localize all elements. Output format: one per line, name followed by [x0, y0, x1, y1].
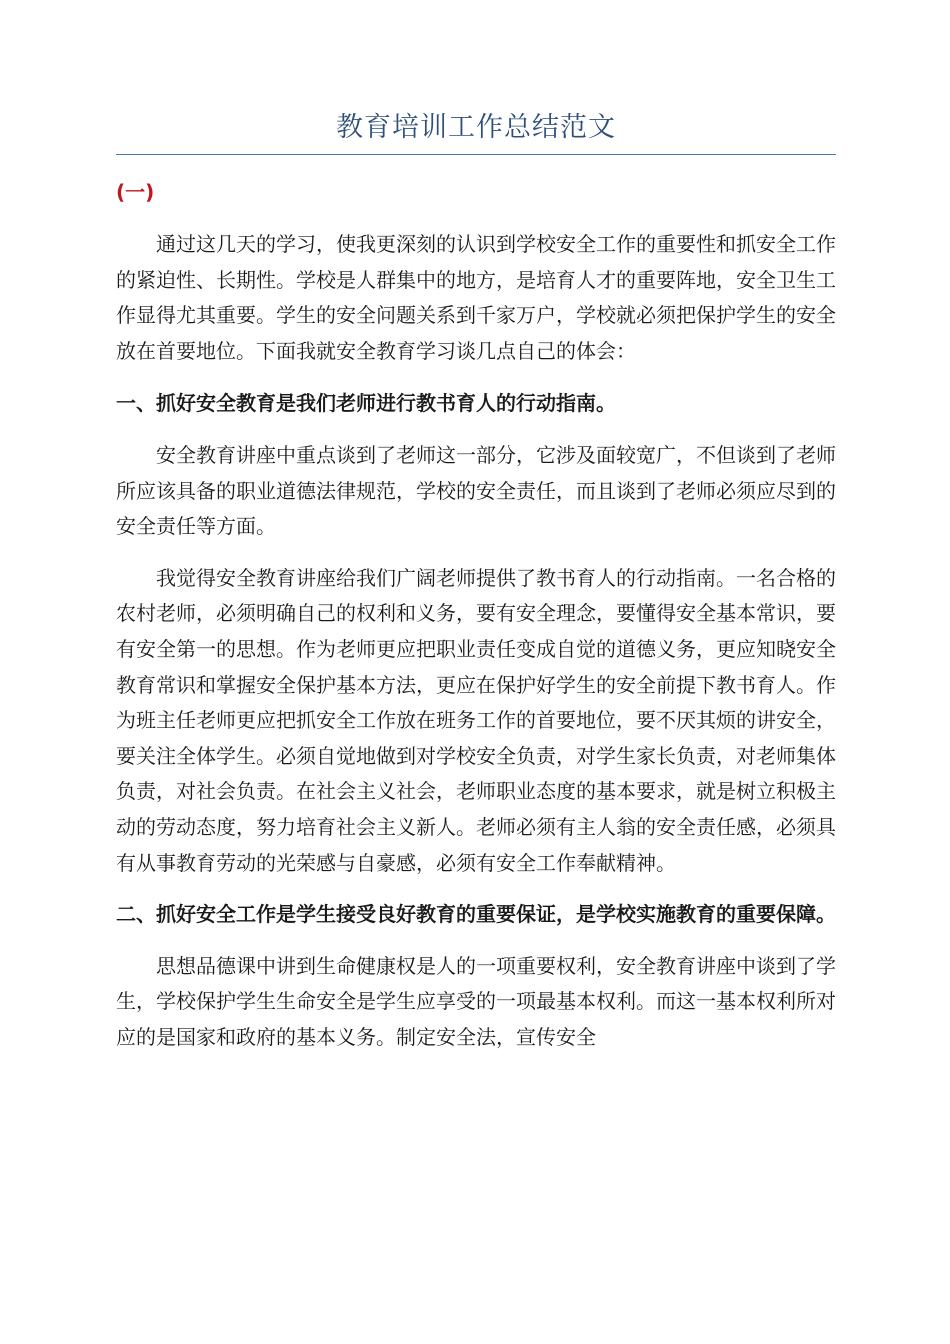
title-divider: [116, 154, 836, 155]
document-page: [116, 108, 836, 1055]
body-paragraph: 思想品德课中讲到生命健康权是人的一项重要权利，安全教育讲座中谈到了学生，学校保护学生生命安全是学生应享受的一项最基本权利。而这一基本权利所对应的是国家和政府的基本义务。制定安全法，宣传安全: [116, 953, 836, 1049]
body-paragraph: 安全教育讲座中重点谈到了老师这一部分，它涉及面较宽广，不但谈到了老师所应该具备的职业道德法律规范，学校的安全责任，而且谈到了老师必须应尽到的安全责任等方面。: [116, 442, 836, 539]
section-marker: (一): [116, 180, 155, 204]
body-paragraph: 我觉得安全教育讲座给我们广阔老师提供了教书育人的行动指南。一名合格的农村老师，必须明确自己的权利和义务，要有安全理念，要懂得安全基本常识，要有安全第一的思想。作为老师更应把职业责任变成自觉的道德义务，更应知晓安全教育常识和掌握安全保护基本方法，更应在保护好学生的安全前提下教书育人。作为班主任老师更应把抓安全工作放在班务工作的首要地位，要不厌其烦的讲安全，要关注全体学生。必须自觉地做到对学校安全负责，对学生家长负责，对老师集体负责，对社会负责。在社会主义社会，老师职业态度的基本要求，就是树立积极主动的劳动态度，努力培育社会主义新人。老师必须有主人翁的安全责任感，必须具有从事教育劳动的光荣感与自豪感，必须有安全工作奉献精神。: [116, 565, 836, 875]
section-heading: 一、抓好安全教育是我们老师进行教书育人的行动指南。: [116, 391, 616, 416]
document-title: 教育培训工作总结范文: [336, 112, 616, 143]
section-heading: 二、抓好安全工作是学生接受良好教育的重要保证，是学校实施教育的重要保障。: [116, 902, 836, 927]
body-paragraph: 通过这几天的学习，使我更深刻的认识到学校安全工作的重要性和抓安全工作的紧迫性、长期性。学校是人群集中的地方，是培育人才的重要阵地，安全卫生工作显得尤其重要。学生的安全问题关系到千家万户，学校就必须把保护学生的安全放在首要地位。下面我就安全教育学习谈几点自己的体会：: [116, 232, 836, 363]
